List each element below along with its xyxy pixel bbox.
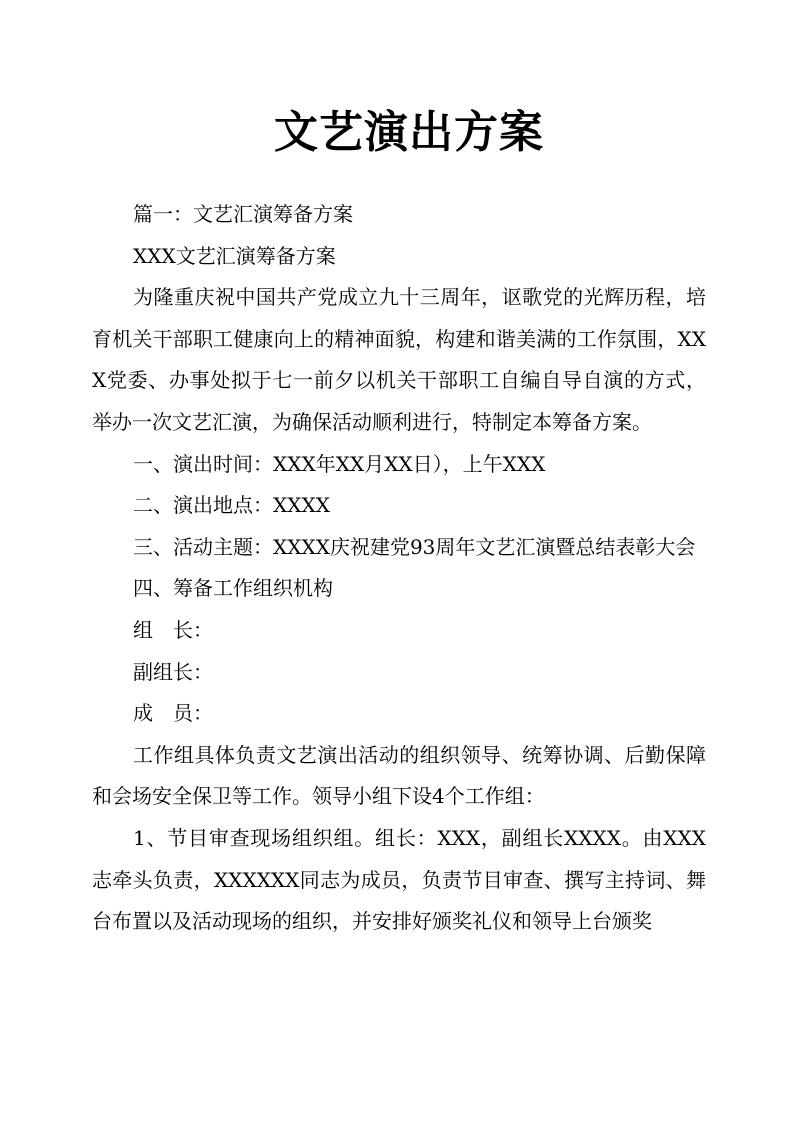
- paragraph-organization: 四、筹备工作组织机构: [133, 576, 333, 601]
- paragraph-intro: 为隆重庆祝中国共产党成立九十三周年，讴歌党的光辉历程，培育机关干部职工健康向上的精神面貌，构建和谐美满的工作氛围，XXX党委、办事处拟于七一前夕以机关干部职工自编自导自演的方式，举办一次文艺汇演，为确保活动顺利进行，特制定本筹备方案。: [92, 285, 706, 434]
- paragraph-time: 一、演出时间：XXX年XX月XX日），上午XXX: [133, 451, 546, 476]
- paragraph-group-one: 1、节目审查现场组织组。组长：XXX，副组长XXXX。由XXX志牵头负责，XXXXXX同志为成员，负责节目审查、撰写主持词、舞台布置以及活动现场的组织，并安排好颁奖礼仪和领导上台颁奖: [92, 825, 706, 934]
- paragraph-members: 成 员：: [133, 701, 213, 726]
- paragraph-plan-name: XXX文艺汇演筹备方案: [133, 243, 336, 268]
- paragraph-theme: 三、活动主题：XXXX庆祝建党93周年文艺汇演暨总结表彰大会: [133, 534, 696, 559]
- paragraph-leader: 组 长：: [133, 617, 213, 642]
- document-body: [92, 194, 706, 943]
- document-title: 文艺演出方案: [274, 107, 544, 158]
- paragraph-location: 二、演出地点：XXXX: [133, 493, 330, 518]
- paragraph-duties: 工作组具体负责文艺演出活动的组织领导、统筹协调、后勤保障和会场安全保卫等工作。领导小组下设4个工作组：: [92, 742, 706, 809]
- paragraph-section-heading: 篇一：文艺汇演筹备方案: [133, 202, 353, 226]
- paragraph-deputy-leader: 副组长：: [133, 659, 213, 684]
